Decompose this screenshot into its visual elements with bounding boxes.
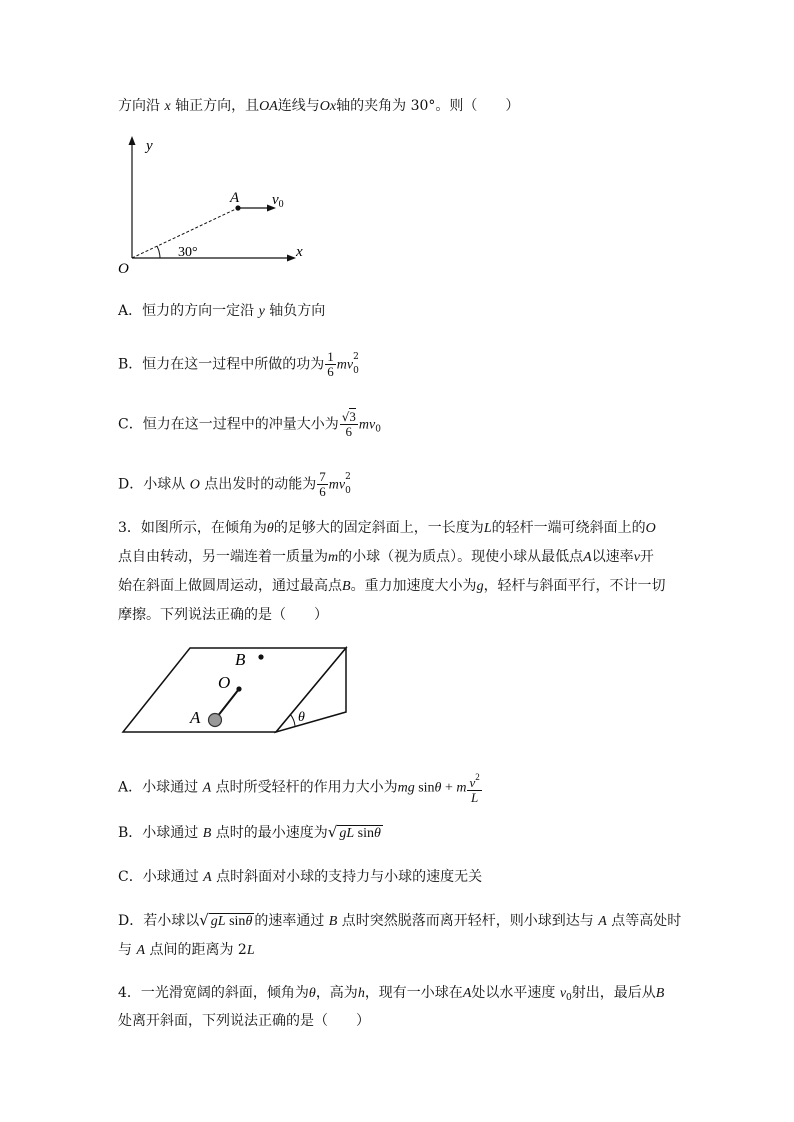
theta-label: θ: [298, 710, 305, 725]
sqrt-sign: √: [327, 823, 338, 841]
sqrt-sign: √: [199, 911, 209, 929]
velocity-label: $v_0$: [272, 192, 284, 210]
text: 点等高处时: [606, 913, 682, 929]
sqrt-body: [209, 913, 255, 930]
var-v: v: [559, 986, 567, 1001]
figure-coordinate-diagram: [110, 132, 320, 282]
var-A: A: [583, 550, 592, 565]
plus-sign: +: [441, 780, 457, 796]
fraction-1-6: [325, 350, 336, 379]
func-sin: sin: [418, 780, 435, 796]
var-g: g: [476, 579, 484, 594]
expr-mg: mg: [397, 780, 415, 796]
frac-num: [340, 410, 358, 425]
text: A．小球通过: [118, 779, 203, 796]
text: 的轻杆一端可绕斜面上的: [491, 520, 646, 536]
q3-option-c[interactable]: [118, 867, 482, 888]
sup-2: 2: [345, 471, 351, 482]
option-d-text-2: 点出发时的动能为: [199, 476, 317, 493]
fraction-7-6: [317, 470, 328, 499]
frac-den: L: [470, 790, 479, 805]
expr-gL: gL: [210, 914, 226, 929]
var-y: y: [258, 304, 265, 319]
var-v: v: [469, 775, 476, 790]
q3-option-b[interactable]: [118, 822, 383, 844]
fraction-sqrt3-6: [340, 410, 358, 439]
q2-option-b[interactable]: [118, 350, 360, 379]
text: 4．一光滑宽阔的斜面，倾角为: [118, 985, 309, 1001]
var-OA: OA: [259, 99, 278, 114]
text: 处以水平速度: [471, 985, 560, 1001]
a-label: A: [190, 708, 201, 727]
intro-text-3: 连线与: [277, 98, 320, 114]
text: 的小球（视为质点）。现使小球从最低点: [338, 549, 584, 565]
text: D．若小球以: [118, 913, 200, 929]
q2-option-a[interactable]: [118, 301, 325, 322]
text: 开: [639, 549, 654, 565]
text: C．小球通过: [118, 869, 204, 885]
var-O: O: [189, 477, 200, 493]
text: 点时所受轻杆的作用力大小为: [211, 779, 398, 796]
var-B: B: [655, 986, 665, 1001]
q3-stem-line-2: [118, 547, 654, 568]
q2-option-d[interactable]: [118, 470, 352, 499]
var-x: x: [164, 99, 171, 114]
x-axis-label: x: [296, 244, 303, 260]
var-A: A: [462, 986, 472, 1001]
text: 的足够大的固定斜面上，一长度为: [273, 520, 484, 536]
x-axis-arrow: [287, 255, 296, 262]
q3-option-d-line-2: [118, 940, 255, 961]
intro-text-2: 轴正方向，且: [170, 98, 260, 114]
option-b-text: B．恒力在这一过程中所做的功为: [118, 356, 325, 373]
option-c-text: C．恒力在这一过程中的冲量大小为: [118, 416, 339, 433]
text: 点时斜面对小球的支持力与小球的速度无关: [211, 869, 483, 885]
text: 处离开斜面，下列说法正确的是（ ）: [118, 1013, 370, 1029]
var-theta: θ: [434, 780, 442, 796]
var-L: L: [483, 521, 492, 536]
text: 以速率: [591, 549, 634, 565]
var-A: A: [202, 780, 212, 796]
sub-0: 0: [345, 485, 351, 496]
func-sin: sin: [357, 826, 374, 841]
q3-stem-line-3: [118, 576, 666, 597]
angle-arc: [157, 246, 160, 258]
intro-text-4: 轴的夹角为 30°。则（ ）: [336, 98, 520, 114]
var-A: A: [203, 870, 212, 885]
text: ，现有一小球在: [364, 985, 463, 1001]
sup-2: 2: [353, 351, 359, 362]
var-theta: θ: [373, 826, 381, 841]
expr-gL: gL: [339, 826, 355, 841]
sub-0: 0: [375, 424, 381, 435]
frac-num: 1: [327, 349, 334, 364]
text: 与: [118, 942, 137, 958]
func-sin: sin: [229, 914, 246, 929]
sub-0: 0: [353, 365, 359, 376]
text: 。重力加速度大小为: [350, 578, 477, 594]
var-m: m: [328, 550, 339, 565]
option-a-text-2: 轴负方向: [264, 303, 326, 319]
var-theta: θ: [308, 986, 316, 1001]
frac-den: 6: [327, 364, 334, 379]
b-label: B: [235, 650, 246, 669]
text: 始在斜面上做圆周运动，通过最高点: [118, 578, 342, 594]
sub-0: 0: [566, 993, 572, 1003]
frac-den: 6: [319, 484, 326, 499]
var-v: v: [633, 550, 640, 565]
var-m: m: [456, 780, 467, 796]
q3-stem-line-4: [118, 605, 328, 625]
intro-text-1: 方向沿: [118, 98, 165, 114]
y-axis-arrow: [129, 136, 136, 145]
var-theta: θ: [245, 914, 253, 929]
sub-sup: [345, 471, 352, 496]
text: 点间的距离为 2: [145, 942, 247, 958]
expr-mv: mv: [358, 417, 376, 433]
text: 射出，最后从: [571, 985, 656, 1001]
var-B: B: [328, 914, 338, 929]
expr-mv: mv: [328, 477, 346, 493]
point-a-label: A: [230, 190, 240, 206]
frac-num: 7: [319, 469, 326, 484]
var-h: h: [357, 986, 365, 1001]
intro-line: [118, 96, 519, 117]
q4-stem-line-1: [118, 983, 664, 1008]
var-B: B: [202, 826, 212, 841]
text: 点时的最小速度为: [211, 825, 328, 841]
y-axis-label: y: [146, 138, 153, 154]
q3-stem-line-1: [118, 518, 656, 539]
expr-mv: mv: [336, 357, 354, 373]
var-A: A: [598, 914, 607, 929]
figure-inclined-plane: [118, 640, 368, 740]
sqrt-sign: √: [341, 410, 350, 424]
text: ，轻杆与斜面平行，不计一切: [483, 578, 666, 594]
var-O: O: [645, 521, 656, 536]
var-L: L: [246, 943, 255, 958]
var-theta: θ: [266, 521, 274, 536]
point-b: [258, 654, 263, 659]
sqrt-body: [337, 825, 383, 842]
q3-option-a[interactable]: [118, 770, 483, 805]
fraction-v2-L: [467, 770, 481, 805]
var-Ox: Ox: [319, 99, 337, 114]
q4-stem-line-2: [118, 1011, 370, 1031]
option-a-text: A．恒力的方向一定沿: [118, 303, 259, 319]
text: 摩擦。下列说法正确的是（ ）: [118, 607, 328, 623]
q3-option-d-line-1[interactable]: [118, 910, 681, 932]
var-A: A: [136, 943, 146, 958]
sup-2: 2: [475, 772, 480, 782]
ball-a: [209, 714, 222, 727]
o-label: O: [218, 673, 231, 692]
q2-option-c[interactable]: [118, 410, 381, 440]
text: 3．如图所示，在倾角为: [118, 520, 267, 536]
origin-label: O: [118, 261, 129, 277]
text: 点自由转动，另一端连着一质量为: [118, 549, 328, 565]
sub-sup: [353, 351, 360, 376]
text: 的速率通过: [254, 913, 329, 929]
text: 点时突然脱落而离开轻杆，则小球到达与: [337, 913, 599, 929]
frac-den: 6: [345, 424, 353, 439]
option-d-text: D．小球从: [118, 476, 190, 493]
angle-label: 30°: [178, 245, 198, 260]
sqrt-3: 3: [349, 409, 356, 424]
var-B: B: [342, 579, 351, 594]
frac-num: [467, 770, 481, 791]
text: ，高为: [315, 985, 358, 1001]
text: B．小球通过: [118, 825, 203, 841]
